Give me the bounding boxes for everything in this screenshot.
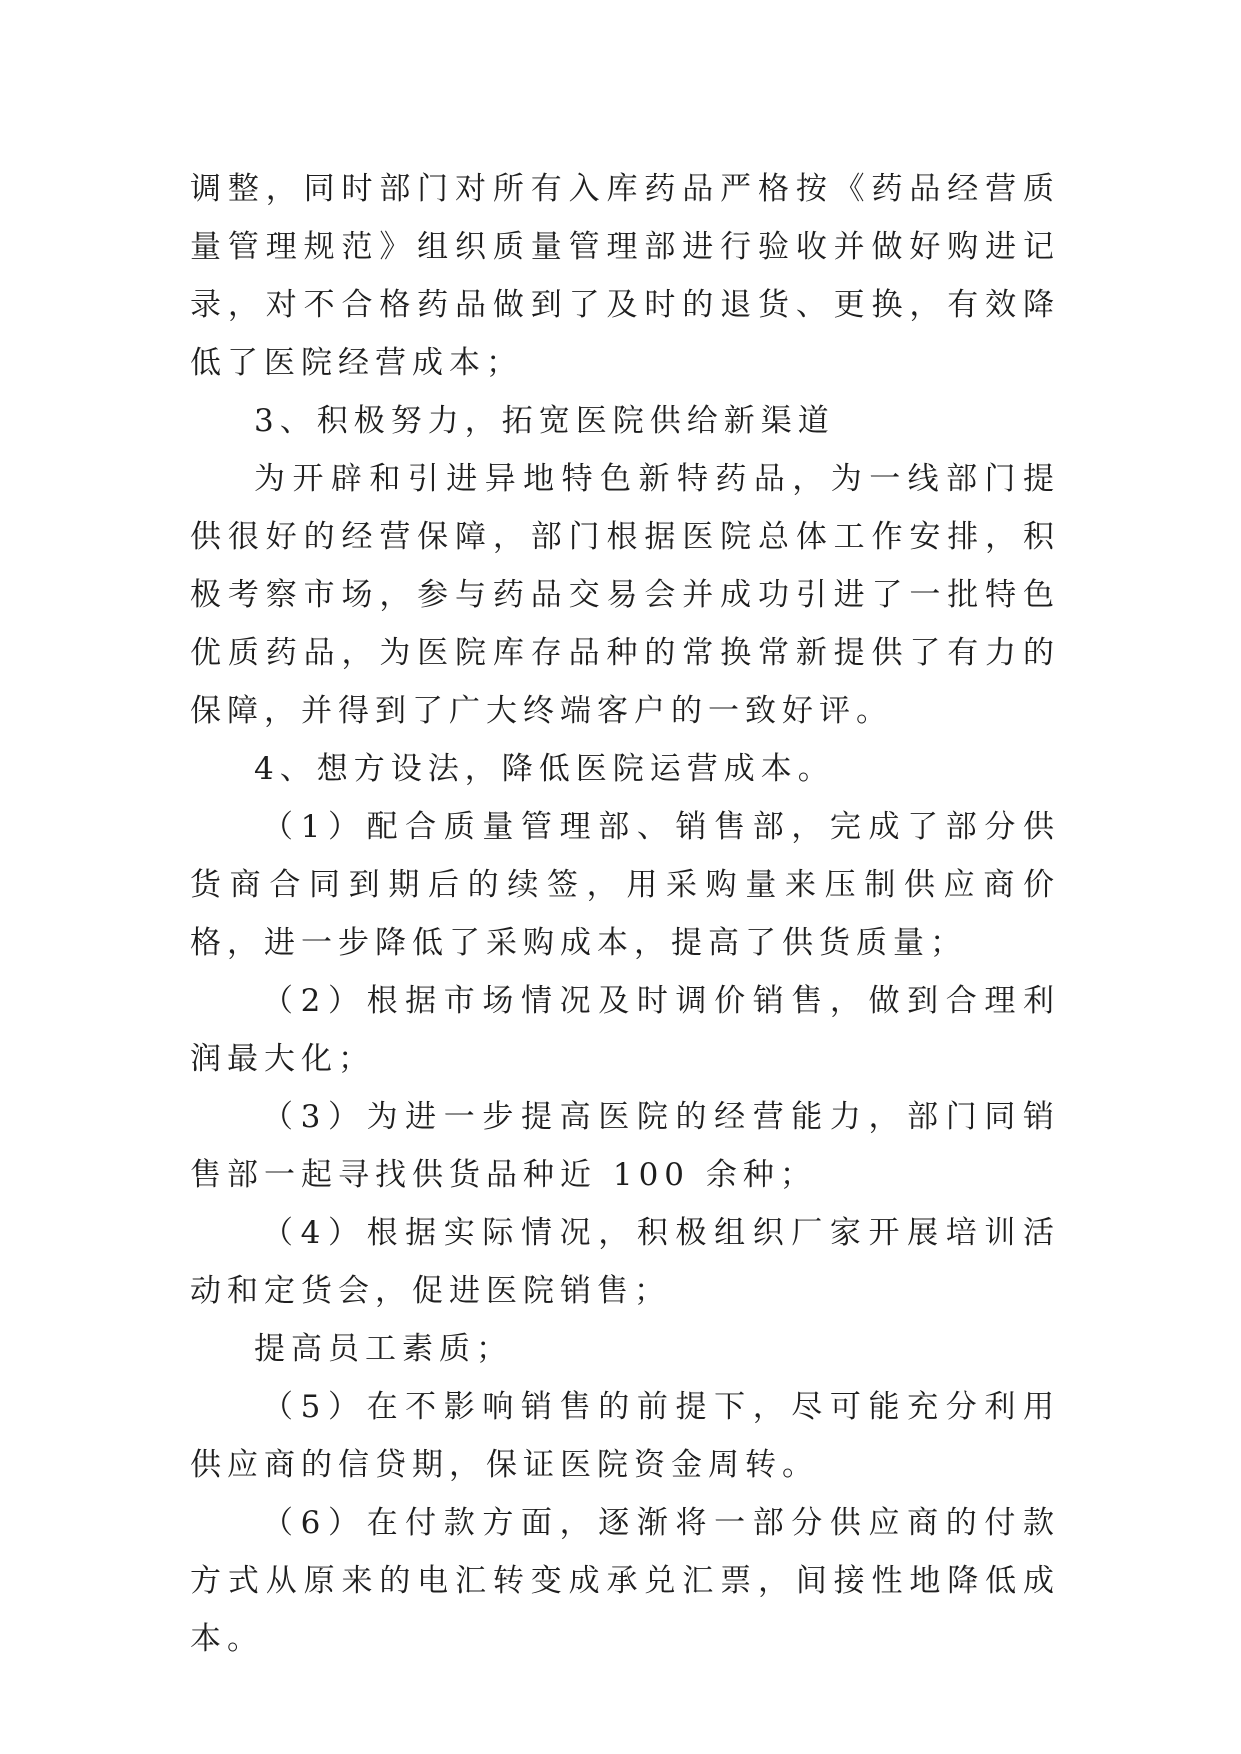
paragraph: 调整，同时部门对所有入库药品严格按《药品经营质量管理规范》组织质量管理部进行验收并做好购进记录，对不合格药品做到了及时的退货、更换，有效降低了医院经营成本； <box>190 171 1060 381</box>
document-body <box>190 160 1060 1668</box>
section-heading: 4、想方设法，降低医院运营成本。 <box>254 751 835 787</box>
list-item: （1）配合质量管理部、销售部，完成了部分供货商合同到期后的续签，用采购量来压制供应商价格，进一步降低了采购成本，提高了供货质量； <box>190 809 1060 961</box>
list-item: （5）在不影响销售的前提下，尽可能充分利用供应商的信贷期，保证医院资金周转。 <box>190 1389 1060 1483</box>
list-item: （2）根据市场情况及时调价销售，做到合理利润最大化； <box>190 983 1060 1077</box>
paragraph: 提高员工素质； <box>254 1331 513 1367</box>
list-item: （4）根据实际情况，积极组织厂家开展培训活动和定货会，促进医院销售； <box>190 1215 1060 1309</box>
section-heading: 3、积极努力，拓宽医院供给新渠道 <box>254 403 835 439</box>
list-item: （3）为进一步提高医院的经营能力，部门同销售部一起寻找供货品种近 100 余种； <box>190 1099 1060 1193</box>
list-item: （6）在付款方面，逐渐将一部分供应商的付款方式从原来的电汇转变成承兑汇票，间接性地降低成本。 <box>190 1505 1060 1657</box>
paragraph: 为开辟和引进异地特色新特药品，为一线部门提供很好的经营保障，部门根据医院总体工作安排，积极考察市场，参与药品交易会并成功引进了一批特色优质药品，为医院库存品种的常换常新提供了有力的保障，并得到了广大终端客户的一致好评。 <box>190 461 1060 729</box>
